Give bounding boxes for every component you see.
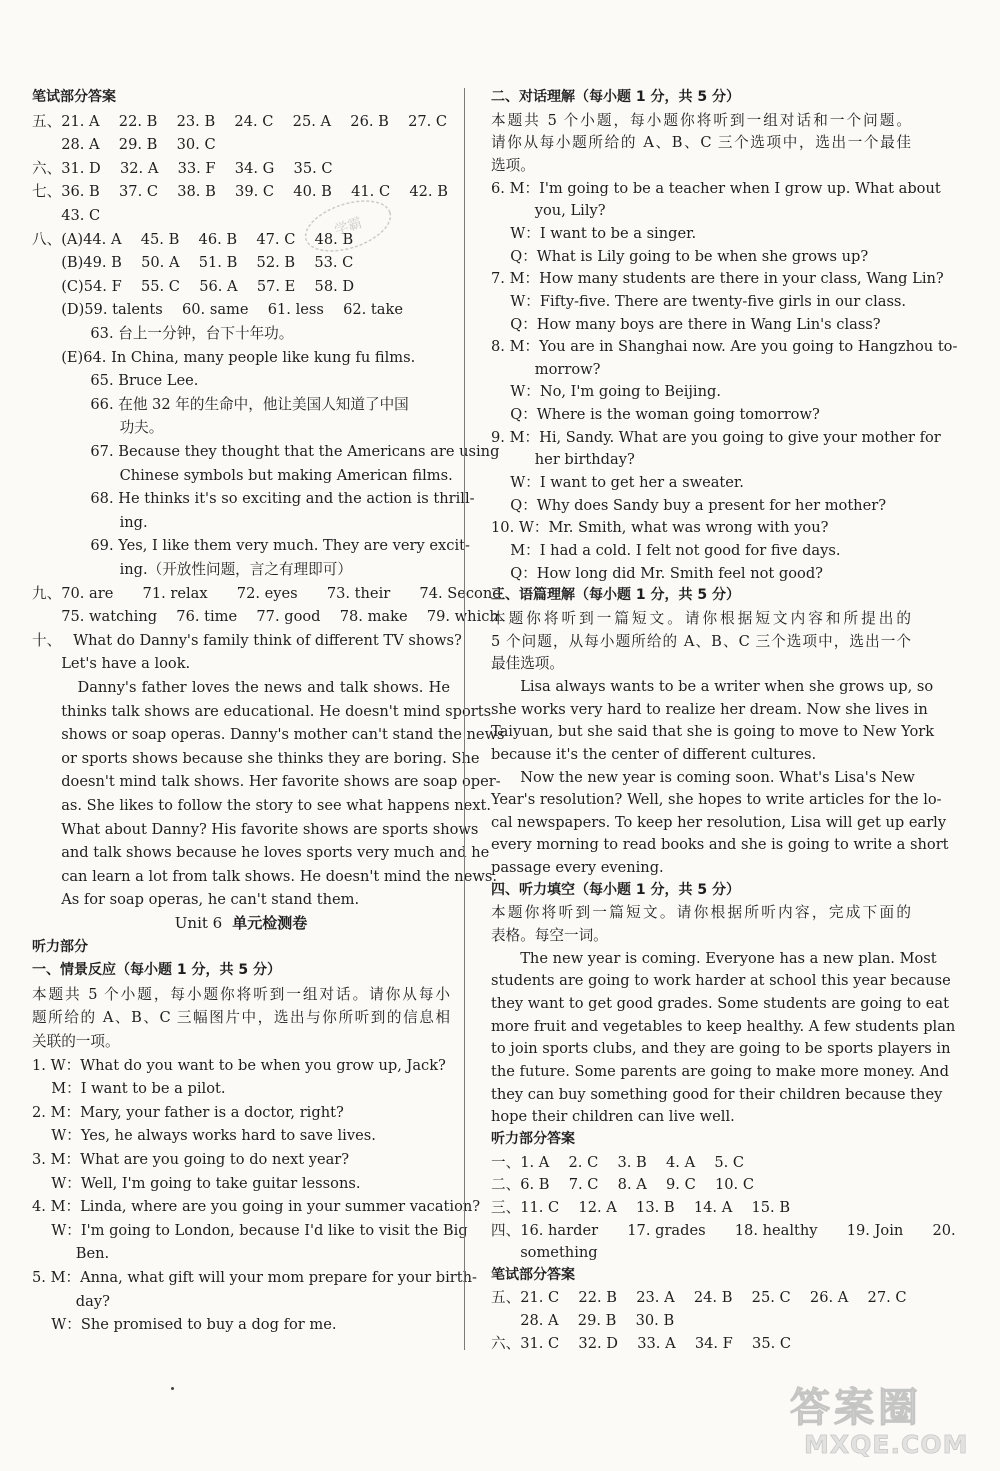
text-line: Year's resolution? Well, she hopes to write articles for the lo- <box>491 791 942 809</box>
text-line: Q：Where is the woman going tomorrow? <box>491 406 820 424</box>
text-line: 四、16. harder 17. grades 18. healthy 19. Join 20. <box>491 1221 956 1239</box>
text-line: 6. M：I'm going to be a teacher when I grow up. What about <box>491 179 941 197</box>
text-line: 65. Bruce Lee. <box>32 372 199 390</box>
unit-title: 单元检测卷 <box>232 914 308 932</box>
text-line: shows or soap operas. Danny's mother can't stand the news <box>32 726 505 744</box>
text-line: 功夫。 <box>32 419 164 437</box>
stamp-text: 学霸 <box>332 215 365 239</box>
section-heading: 听力部分 <box>32 938 88 955</box>
text-line: 三、11. C 12. A 13. B 14. A 15. B <box>491 1198 791 1216</box>
text-line: As for soap operas, he can't stand them. <box>32 891 360 909</box>
text-line: 十、 What do Danny's family think of different TV shows? <box>32 631 462 649</box>
text-line: 75. watching 76. time 77. good 78. make 79. which <box>32 608 499 626</box>
text-line: can learn a lot from talk shows. He doesn't mind the news. <box>32 867 497 885</box>
text-line: something <box>491 1244 598 1262</box>
text-line: M：I want to be a pilot. <box>32 1080 226 1098</box>
text-line: 3. M：What are you going to do next year? <box>32 1151 350 1168</box>
section-heading: 一、情景反应（每小题 1 分，共 5 分） <box>32 962 281 979</box>
section-heading: 听力部分答案 <box>491 1130 575 1147</box>
text-line: Chinese symbols but making American films. <box>32 466 453 484</box>
text-line: 选项。 <box>491 156 535 174</box>
section-heading: 笔试部分答案 <box>32 89 116 105</box>
text-line: as. She likes to follow the story to see what happens next. <box>32 797 492 814</box>
text-line: they want to get good grades. Some students are going to eat <box>491 995 949 1012</box>
text-line: 28. A 29. B 30. B <box>491 1312 675 1330</box>
text-line: 8. M：You are in Shanghai now. Are you going to Hangzhou to- <box>491 338 958 356</box>
text-line: 1. W：What do you want to be when you grow up, Jack? <box>32 1056 446 1074</box>
text-line: 2. M：Mary, your father is a doctor, right? <box>32 1103 344 1121</box>
text-line: 本题你将听到一篇短文。请你根据短文内容和所提出的 <box>491 609 911 627</box>
text-line: her birthday? <box>491 451 635 469</box>
text-line: they can buy something good for their children because they <box>491 1085 943 1103</box>
text-line: 68. He thinks it's so exciting and the action is thrill- <box>32 490 475 508</box>
text-line: (E)64. In China, many people like kung fu films. <box>32 348 416 366</box>
text-line: 七、36. B 37. C 38. B 39. C 40. B 41. C 42. B <box>32 183 448 201</box>
text-line: 关联的一项。 <box>32 1033 120 1050</box>
text-line: more fruit and vegetables to keep healthy. A few students plan <box>491 1017 956 1035</box>
text-line: The new year is coming. Everyone has a new plan. Most <box>491 949 937 967</box>
text-line: day? <box>32 1292 110 1310</box>
text-line: or sports shows because she thinks they are boring. She <box>32 749 480 767</box>
text-line: thinks talk shows are educational. He doesn't mind sports <box>32 702 492 720</box>
text-line: passage every evening. <box>491 859 664 877</box>
text-line: Let's have a look. <box>32 655 191 673</box>
unit-number: Unit 6 <box>174 914 223 932</box>
text-line: 本题你将听到一篇短文。请你根据所听内容，完成下面的 <box>491 904 911 922</box>
text-line: 28. A 29. B 30. C <box>32 136 216 154</box>
text-line: 最佳选项。 <box>491 655 564 673</box>
watermark-logo: 答案圈 <box>790 1385 922 1431</box>
text-line: Lisa always wants to be a writer when she grows up, so <box>491 677 934 695</box>
text-line: 五、21. C 22. B 23. A 24. B 25. C 26. A 27. C <box>491 1289 907 1307</box>
text-line: 九、70. are 71. relax 72. eyes 73. their 74. Second <box>32 584 502 602</box>
section-heading: 三、语篇理解（每小题 1 分，共 5 分） <box>491 587 740 604</box>
text-line: hope their children can live well. <box>491 1108 735 1126</box>
text-line: to join sports clubs, and they are going to be sports players in <box>491 1040 951 1058</box>
text-line: students are going to work harder at school this year because <box>491 972 951 990</box>
column-divider <box>464 88 465 1350</box>
text-line: W：No, I'm going to Beijing. <box>491 383 721 401</box>
text-line: W：She promised to buy a dog for me. <box>32 1316 337 1334</box>
text-line: Danny's father loves the news and talk shows. He <box>32 679 450 696</box>
text-line: 5 个问题，从每小题所给的 A、B、C 三个选项中，选出一个 <box>491 632 911 650</box>
text-line: W：I want to get her a sweater. <box>491 474 744 492</box>
text-line: Q：Why does Sandy buy a present for her mother? <box>491 496 887 514</box>
text-line: 10. W：Mr. Smith, what was wrong with you? <box>491 519 829 537</box>
text-line: (C)54. F 55. C 56. A 57. E 58. D <box>32 277 355 295</box>
text-line: and talk shows because he loves sports very much and he <box>32 844 490 862</box>
watermark-url: MXQE.COM <box>804 1430 969 1459</box>
text-line: M：I had a cold. I felt not good for five days. <box>491 542 841 559</box>
text-line: Taiyuan, but she said that she is going to move to New York <box>491 723 935 741</box>
stray-dot <box>171 1387 174 1390</box>
text-line: W：I want to be a singer. <box>491 224 697 242</box>
text-line: 表格。每空一词。 <box>491 927 608 945</box>
section-heading: 四、听力填空（每小题 1 分，共 5 分） <box>491 881 740 898</box>
text-line: 请你从每小题所给的 A、B、C 三个选项中，选出一个最佳 <box>491 134 911 152</box>
text-line: 43. C <box>32 207 101 224</box>
text-line: Q：How long did Mr. Smith feel not good? <box>491 564 824 582</box>
text-line: ing.（开放性问题，言之有理即可） <box>32 561 352 578</box>
text-line: ing. <box>32 513 148 531</box>
text-line: 二、6. B 7. C 8. A 9. C 10. C <box>491 1176 754 1194</box>
unit-heading <box>32 912 450 935</box>
site-watermark <box>790 1376 980 1464</box>
text-line: Ben. <box>32 1245 110 1263</box>
text-line: 八、(A)44. A 45. B 46. B 47. C 48. B <box>32 230 354 248</box>
text-line: 9. M：Hi, Sandy. What are you going to give your mother for <box>491 428 941 446</box>
text-line: W：Fifty-five. There are twenty-five girls in our class. <box>491 292 907 310</box>
text-line: Now the new year is coming soon. What's Lisa's New <box>491 768 915 786</box>
text-line: doesn't mind talk shows. Her favorite shows are soap oper- <box>32 773 501 791</box>
text-line: 题所给的 A、B、C 三幅图片中，选出与你所听到的信息相 <box>32 1009 450 1027</box>
text-line: Q：How many boys are there in Wang Lin's class? <box>491 315 881 333</box>
text-line: 7. M：How many students are there in your class, Wang Lin? <box>491 270 944 288</box>
text-line: (B)49. B 50. A 51. B 52. B 53. C <box>32 254 354 272</box>
text-line: cal newspapers. To keep her resolution, Lisa will get up early <box>491 813 947 831</box>
text-line: she works very hard to realize her dream. Now she lives in <box>491 700 928 718</box>
text-line: 一、1. A 2. C 3. B 4. A 5. C <box>491 1153 745 1171</box>
text-line: because it's the center of different cultures. <box>491 745 817 763</box>
text-line: 六、31. D 32. A 33. F 34. G 35. C <box>32 159 333 177</box>
text-line: the future. Some parents are going to make more money. And <box>491 1062 949 1080</box>
text-line: What about Danny? His favorite shows are sports shows <box>32 820 479 838</box>
text-line: 六、31. C 32. D 33. A 34. F 35. C <box>491 1334 792 1352</box>
text-line: Q：What is Lily going to be when she grows up? <box>491 247 869 265</box>
text-line: 66. 在他 32 年的生命中，他让美国人知道了中国 <box>32 395 409 413</box>
text-line: 4. M：Linda, where are you going in your summer vacation? <box>32 1198 481 1216</box>
text-line: W：Well, I'm going to take guitar lessons. <box>32 1174 361 1192</box>
text-line: 五、21. A 22. B 23. B 24. C 25. A 26. B 27. C <box>32 112 448 130</box>
text-line: 5. M：Anna, what gift will your mom prepare for your birth- <box>32 1269 477 1286</box>
text-line: 67. Because they thought that the Americans are using <box>32 443 500 460</box>
text-line: morrow? <box>491 360 601 378</box>
section-heading: 笔试部分答案 <box>491 1266 575 1283</box>
text-line: (D)59. talents 60. same 61. less 62. take <box>32 301 403 319</box>
text-line: 本题共 5 个小题，每小题你将听到一组对话和一个问题。 <box>491 111 911 129</box>
text-line: 63. 台上一分钟，台下十年功。 <box>32 325 294 342</box>
text-line: every morning to read books and she is going to write a short <box>491 836 949 854</box>
text-line: 69. Yes, I like them very much. They are very excit- <box>32 537 470 555</box>
section-heading: 二、对话理解（每小题 1 分，共 5 分） <box>491 89 740 105</box>
text-line: W：Yes, he always works hard to save lives. <box>32 1127 376 1145</box>
text-line: 本题共 5 个小题，每小题你将听到一组对话。请你从每小 <box>32 985 450 1003</box>
text-line: you, Lily? <box>491 202 606 220</box>
text-line: W：I'm going to London, because I'd like to visit the Big <box>32 1221 468 1239</box>
